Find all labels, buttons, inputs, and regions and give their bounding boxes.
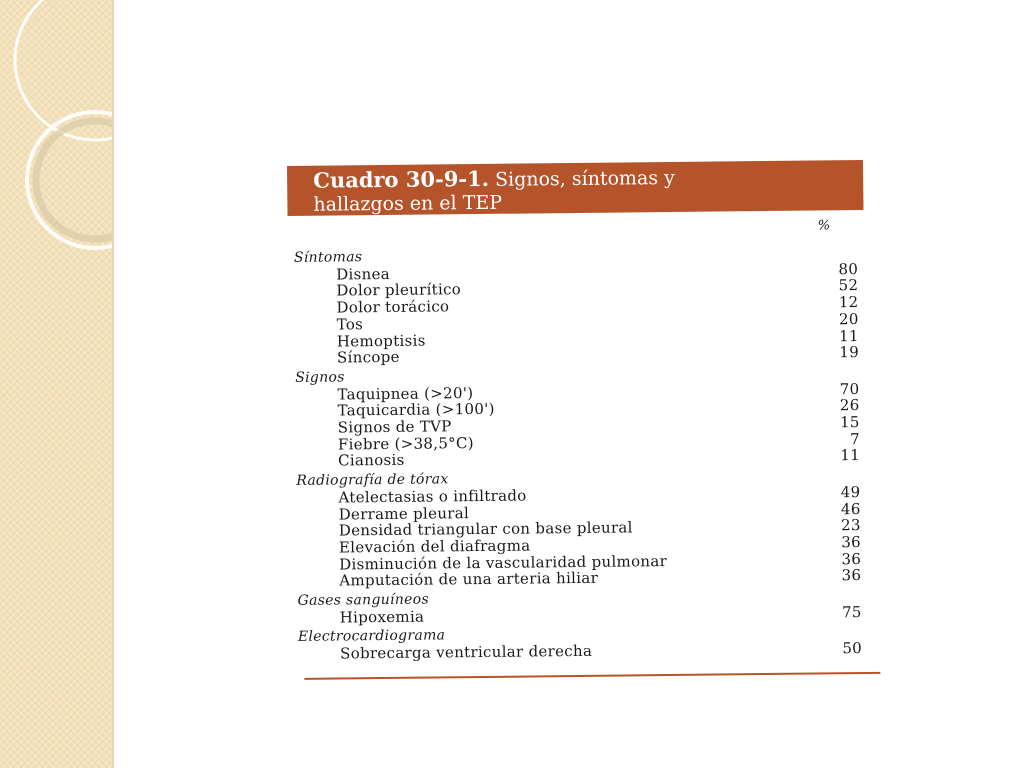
row-label: Taquipnea (>20') — [337, 383, 474, 404]
row-percent-value: 80 — [838, 259, 859, 278]
row-percent-value: 26 — [839, 396, 860, 415]
row-label: Sobrecarga ventricular derecha — [340, 641, 593, 663]
row-label: Dolor pleurítico — [336, 280, 462, 300]
row-percent-value: 12 — [838, 293, 859, 312]
row-percent-value: 52 — [838, 276, 859, 295]
percent-column-header: % — [817, 218, 831, 234]
row-percent-value: 11 — [840, 446, 861, 465]
table-title-line2: hallazgos en el TEP — [313, 191, 503, 216]
row-percent-value: 36 — [841, 549, 862, 568]
row-label: Tos — [336, 315, 364, 334]
side-band-edge — [112, 0, 114, 768]
section-heading-label: Radiografía de tórax — [296, 471, 449, 490]
table-figure — [287, 160, 882, 686]
table-row — [292, 604, 862, 627]
row-label: Taquicardia (>100') — [337, 400, 495, 420]
row-label: Síncope — [336, 348, 400, 367]
row-label: Dolor torácico — [336, 297, 450, 317]
table-title — [287, 160, 863, 216]
row-percent-value: 36 — [841, 532, 862, 552]
row-label: Cianosis — [337, 451, 405, 470]
table-row — [291, 567, 861, 590]
row-label: Fiebre (>38,5°C) — [337, 433, 474, 454]
row-label: Signos de TVP — [337, 417, 452, 437]
table-title-line1: Signos, síntomas y — [494, 166, 675, 191]
row-percent-value: 7 — [849, 429, 860, 448]
table-bottom-rule — [304, 672, 880, 680]
row-percent-value: 36 — [841, 566, 862, 585]
table-row — [292, 640, 862, 663]
row-label: Atelectasias o infiltrado — [338, 486, 527, 507]
section-heading-label: Electrocardiograma — [297, 627, 446, 646]
section-heading-label: Síntomas — [293, 249, 363, 266]
row-percent-value: 19 — [839, 343, 860, 362]
row-percent-value: 50 — [842, 639, 863, 658]
row-percent-value: 46 — [840, 499, 861, 518]
table-row — [290, 447, 860, 470]
row-percent-value: 75 — [841, 602, 862, 621]
table-row — [289, 344, 859, 367]
row-percent-value: 15 — [839, 413, 860, 432]
section-heading-label: Gases sanguíneos — [297, 591, 429, 609]
row-label: Hemoptisis — [336, 331, 426, 350]
row-label: Densidad triangular con base pleural — [338, 518, 633, 540]
row-label: Hipoxemia — [339, 607, 425, 627]
row-label: Derrame pleural — [338, 503, 470, 523]
row-percent-value: 20 — [838, 309, 859, 329]
row-percent-value: 49 — [840, 482, 861, 502]
table-title-number: Cuadro 30-9-1. — [313, 165, 490, 193]
row-label: Disminución de la vascularidad pulmonar — [339, 551, 668, 574]
decorative-side-band — [0, 0, 113, 768]
row-label: Elevación del diafragma — [338, 536, 531, 557]
section-heading-label: Signos — [295, 369, 345, 386]
row-percent-value: 11 — [839, 326, 859, 345]
row-label: Disnea — [336, 264, 391, 284]
decorative-rings — [0, 0, 113, 300]
row-percent-value: 23 — [841, 516, 861, 535]
row-label: Amputación de una arteria hiliar — [339, 569, 599, 590]
row-percent-value: 70 — [839, 379, 860, 398]
